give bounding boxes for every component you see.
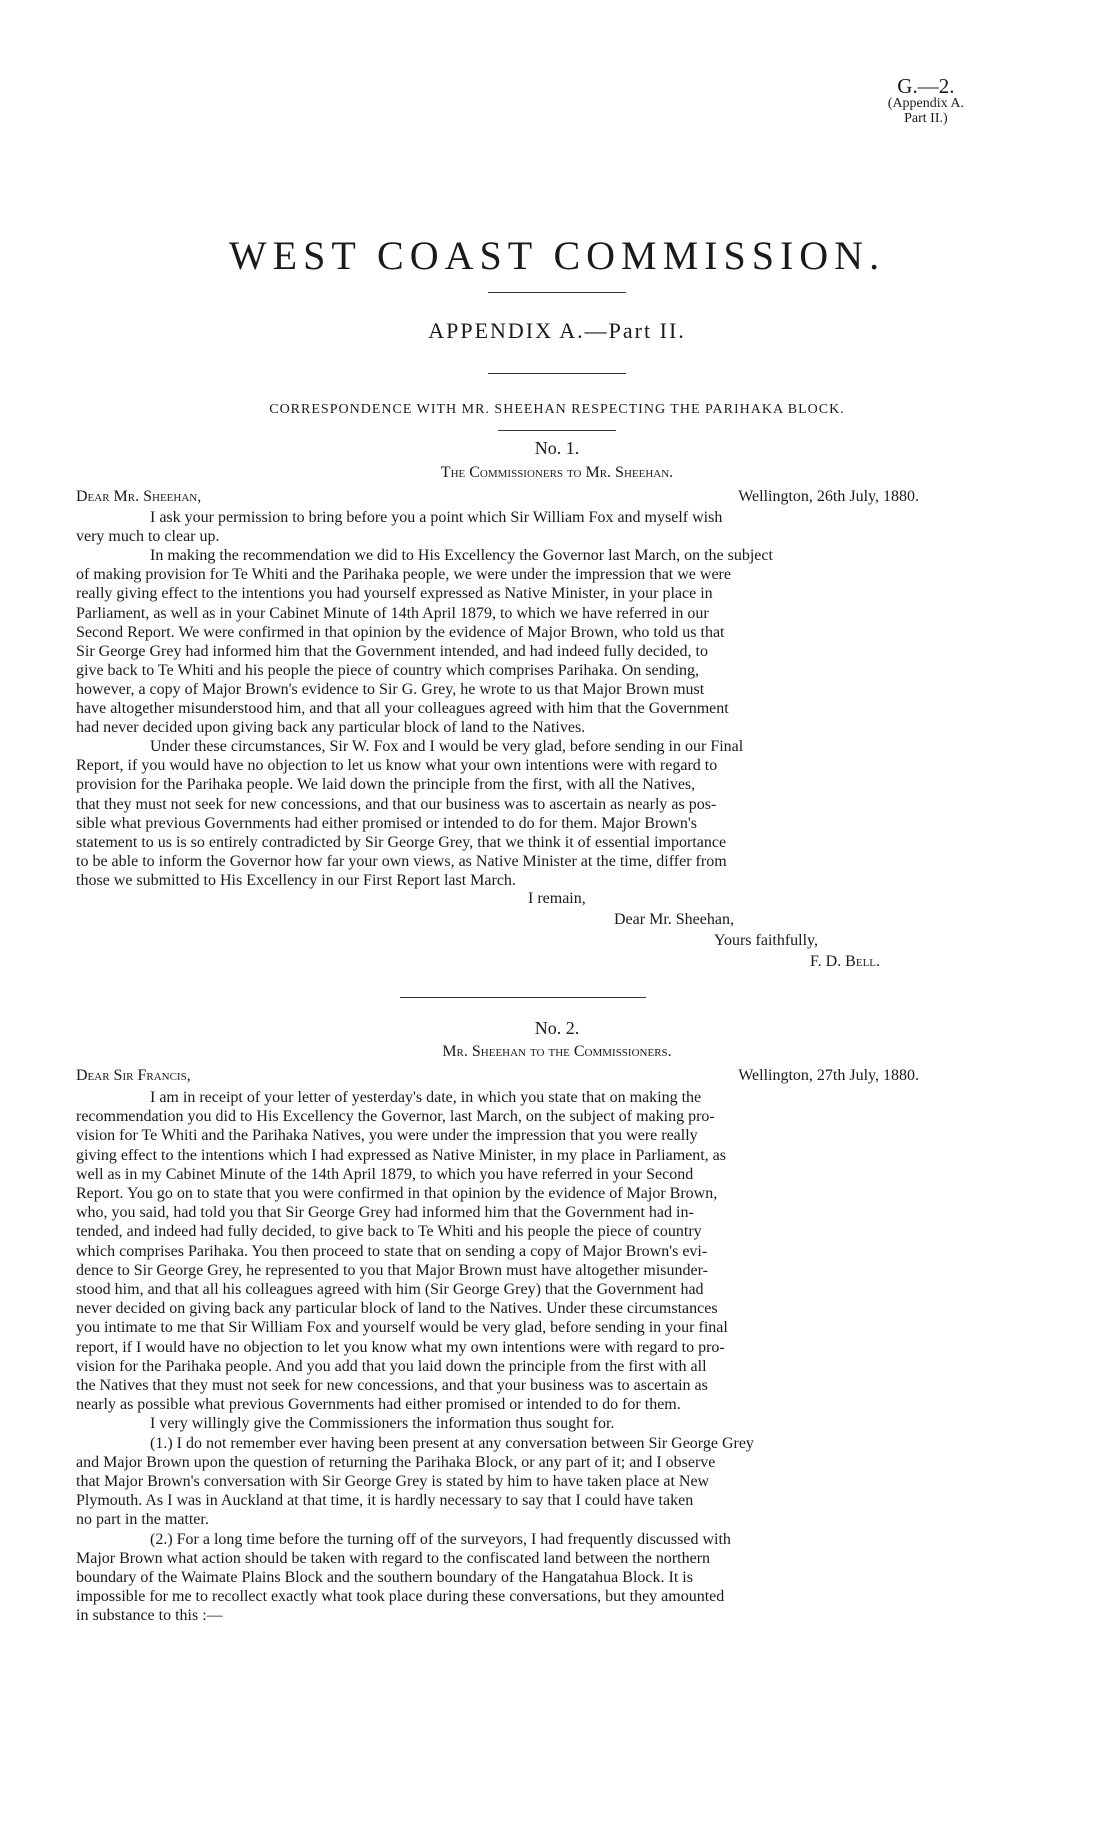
letter-1-close-dear: Dear Mr. Sheehan, [614,911,734,928]
body-line: of making provision for Te Whiti and the Parihaka people, we were under the impression that we were [76,566,731,584]
body-line: that they must not seek for new concessions, and that our business was to ascertain as nearly as pos- [76,795,717,813]
body-line: Report, if you would have no objection to let us know what your own intentions were with regard to [76,757,718,775]
page-reference-appendix: (Appendix A. [887,96,964,112]
body-line: I very willingly give the Commissioners the information thus sought for. [150,1415,615,1433]
body-line: really giving effect to the intentions you had yourself expressed as Native Minister, in your place in [76,585,713,603]
body-line: Plymouth. As I was in Auckland at that time, it is hardly necessary to say that I could have taken [76,1492,694,1510]
body-line: well as in my Cabinet Minute of the 14th April 1879, to which you have referred in your Second [76,1165,694,1183]
body-line: I ask your permission to bring before you a point which Sir William Fox and myself wish [150,509,723,526]
body-line: you intimate to me that Sir William Fox and yourself would be very glad, before sending in your final [76,1319,728,1337]
subject-divider [498,430,616,431]
body-line: statement to us is so entirely contradicted by Sir George Grey, that we think it of essential importance [76,833,727,851]
letter-1-heading: The Commissioners to Mr. Sheehan. [440,464,674,481]
appendix-heading: APPENDIX A.—Part II. [428,318,686,343]
letter-2-dateline: Wellington, 27th July, 1880. [738,1067,919,1084]
body-line: Second Report. We were confirmed in that opinion by the evidence of Major Brown, who told us that [76,623,725,641]
body-line: very much to clear up. [76,528,220,546]
letter-1-salutation: Dear Mr. Sheehan, [76,488,202,505]
body-line: Under these circumstances, Sir W. Fox and I would be very glad, before sending in our Final [150,738,744,756]
body-line: the Natives that they must not seek for new concessions, and that your business was to ascertain as [76,1377,708,1394]
body-line: boundary of the Waimate Plains Block and the southern boundary of the Hangatahua Block. It is [76,1569,693,1586]
body-line: in substance to this :— [76,1607,223,1625]
body-line: give back to Te Whiti and his people the piece of country which comprises Parihaka. On sending, [76,661,700,679]
letter-1-signature: F. D. Bell. [810,953,881,970]
body-line: those we submitted to His Excellency in our First Report last March. [76,871,516,889]
appendix-divider [488,373,626,374]
page-reference-number: G.—2. [897,74,955,98]
letter-divider [400,997,646,998]
body-line: dence to Sir George Grey, he represented to you that Major Brown must have altogether misunder- [76,1261,708,1279]
body-line: vision for the Parihaka people. And you add that you laid down the principle from the first with all [76,1357,707,1375]
title-divider [488,292,626,293]
body-line: Sir George Grey had informed him that the Government intended, and had indeed fully decided, to [76,642,708,660]
body-line: sible what previous Governments had either promised or intended to do for them. Major Brown's [76,814,697,832]
letter-2-number: No. 2. [534,1018,580,1038]
body-line: impossible for me to recollect exactly what took place during these conversations, but they amounted [76,1588,725,1606]
letter-2-heading: Mr. Sheehan to the Commissioners. [442,1043,672,1060]
body-line: had never decided upon giving back any particular block of land to the Natives. [76,719,586,737]
page-reference [888,75,964,126]
letter-1-close-yours: Yours faithfully, [714,932,819,949]
letter-1-dateline: Wellington, 26th July, 1880. [738,488,919,505]
body-line: vision for Te Whiti and the Parihaka Natives, you were under the impression that you were really [76,1127,698,1145]
letter-1-close-remain: I remain, [528,890,586,907]
body-line: to be able to inform the Governor how far your own views, as Native Minister at the time, differ from [76,852,727,870]
body-line: Parliament, as well as in your Cabinet Minute of 14th April 1879, to which we have referred in our [76,604,709,622]
body-line: and Major Brown upon the question of returning the Parihaka Block, or any part of it; and I observe [76,1453,716,1471]
body-line: report, if I would have no objection to let you know what my own intentions were with regard to pro- [76,1338,725,1356]
body-line: provision for the Parihaka people. We laid down the principle from the first, with all the Natives, [76,776,696,794]
body-line: nearly as possible what previous Governments had either promised or intended to do for them. [76,1396,681,1414]
body-line: I am in receipt of your letter of yesterday's date, in which you state that on making the [150,1089,702,1106]
body-line: (1.) I do not remember ever having been present at any conversation between Sir George Grey [150,1434,754,1452]
body-line: however, a copy of Major Brown's evidence to Sir G. Grey, he wrote to us that Major Brown must [76,680,705,698]
body-line: that Major Brown's conversation with Sir George Grey is stated by him to have taken place at New [76,1473,710,1490]
body-line: tended, and indeed had fully decided, to give back to Te Whiti and his people the piece of country [76,1223,702,1241]
letter-1-number: No. 1. [534,438,580,458]
body-line: In making the recommendation we did to His Excellency the Governor last March, on the subject [150,547,773,565]
body-line: which comprises Parihaka. You then proceed to state that on sending a copy of Major Brown's evi- [76,1242,708,1260]
page-reference-part: Part II.) [904,110,948,126]
letter-2-salutation: Dear Sir Francis, [76,1067,191,1084]
body-line: giving effect to the intentions which I had expressed as Native Minister, in my place in Parliament, as [76,1146,727,1164]
document-title: WEST COAST COMMISSION. [228,233,886,278]
body-line: who, you said, had told you that Sir George Grey had informed him that the Government had in- [76,1204,694,1222]
body-line: recommendation you did to His Excellency the Governor, last March, on the subject of making pro- [76,1108,715,1126]
body-line: no part in the matter. [76,1511,209,1529]
body-line: Report. You go on to state that you were confirmed in that opinion by the evidence of Major Brown, [76,1185,718,1202]
body-line: never decided on giving back any particular block of land to the Natives. Under these circumstances [76,1300,718,1318]
subject-heading: CORRESPONDENCE WITH MR. SHEEHAN RESPECTING THE PARIHAKA BLOCK. [269,402,845,417]
body-line: (2.) For a long time before the turning off of the surveyors, I had frequently discussed with [150,1530,731,1548]
body-line: Major Brown what action should be taken with regard to the confiscated land between the northern [76,1549,711,1567]
body-line: stood him, and that all his colleagues agreed with him (Sir George Grey) that the Government had [76,1281,704,1298]
body-line: have altogether misunderstood him, and that all your colleagues agreed with him that the Government [76,700,729,717]
